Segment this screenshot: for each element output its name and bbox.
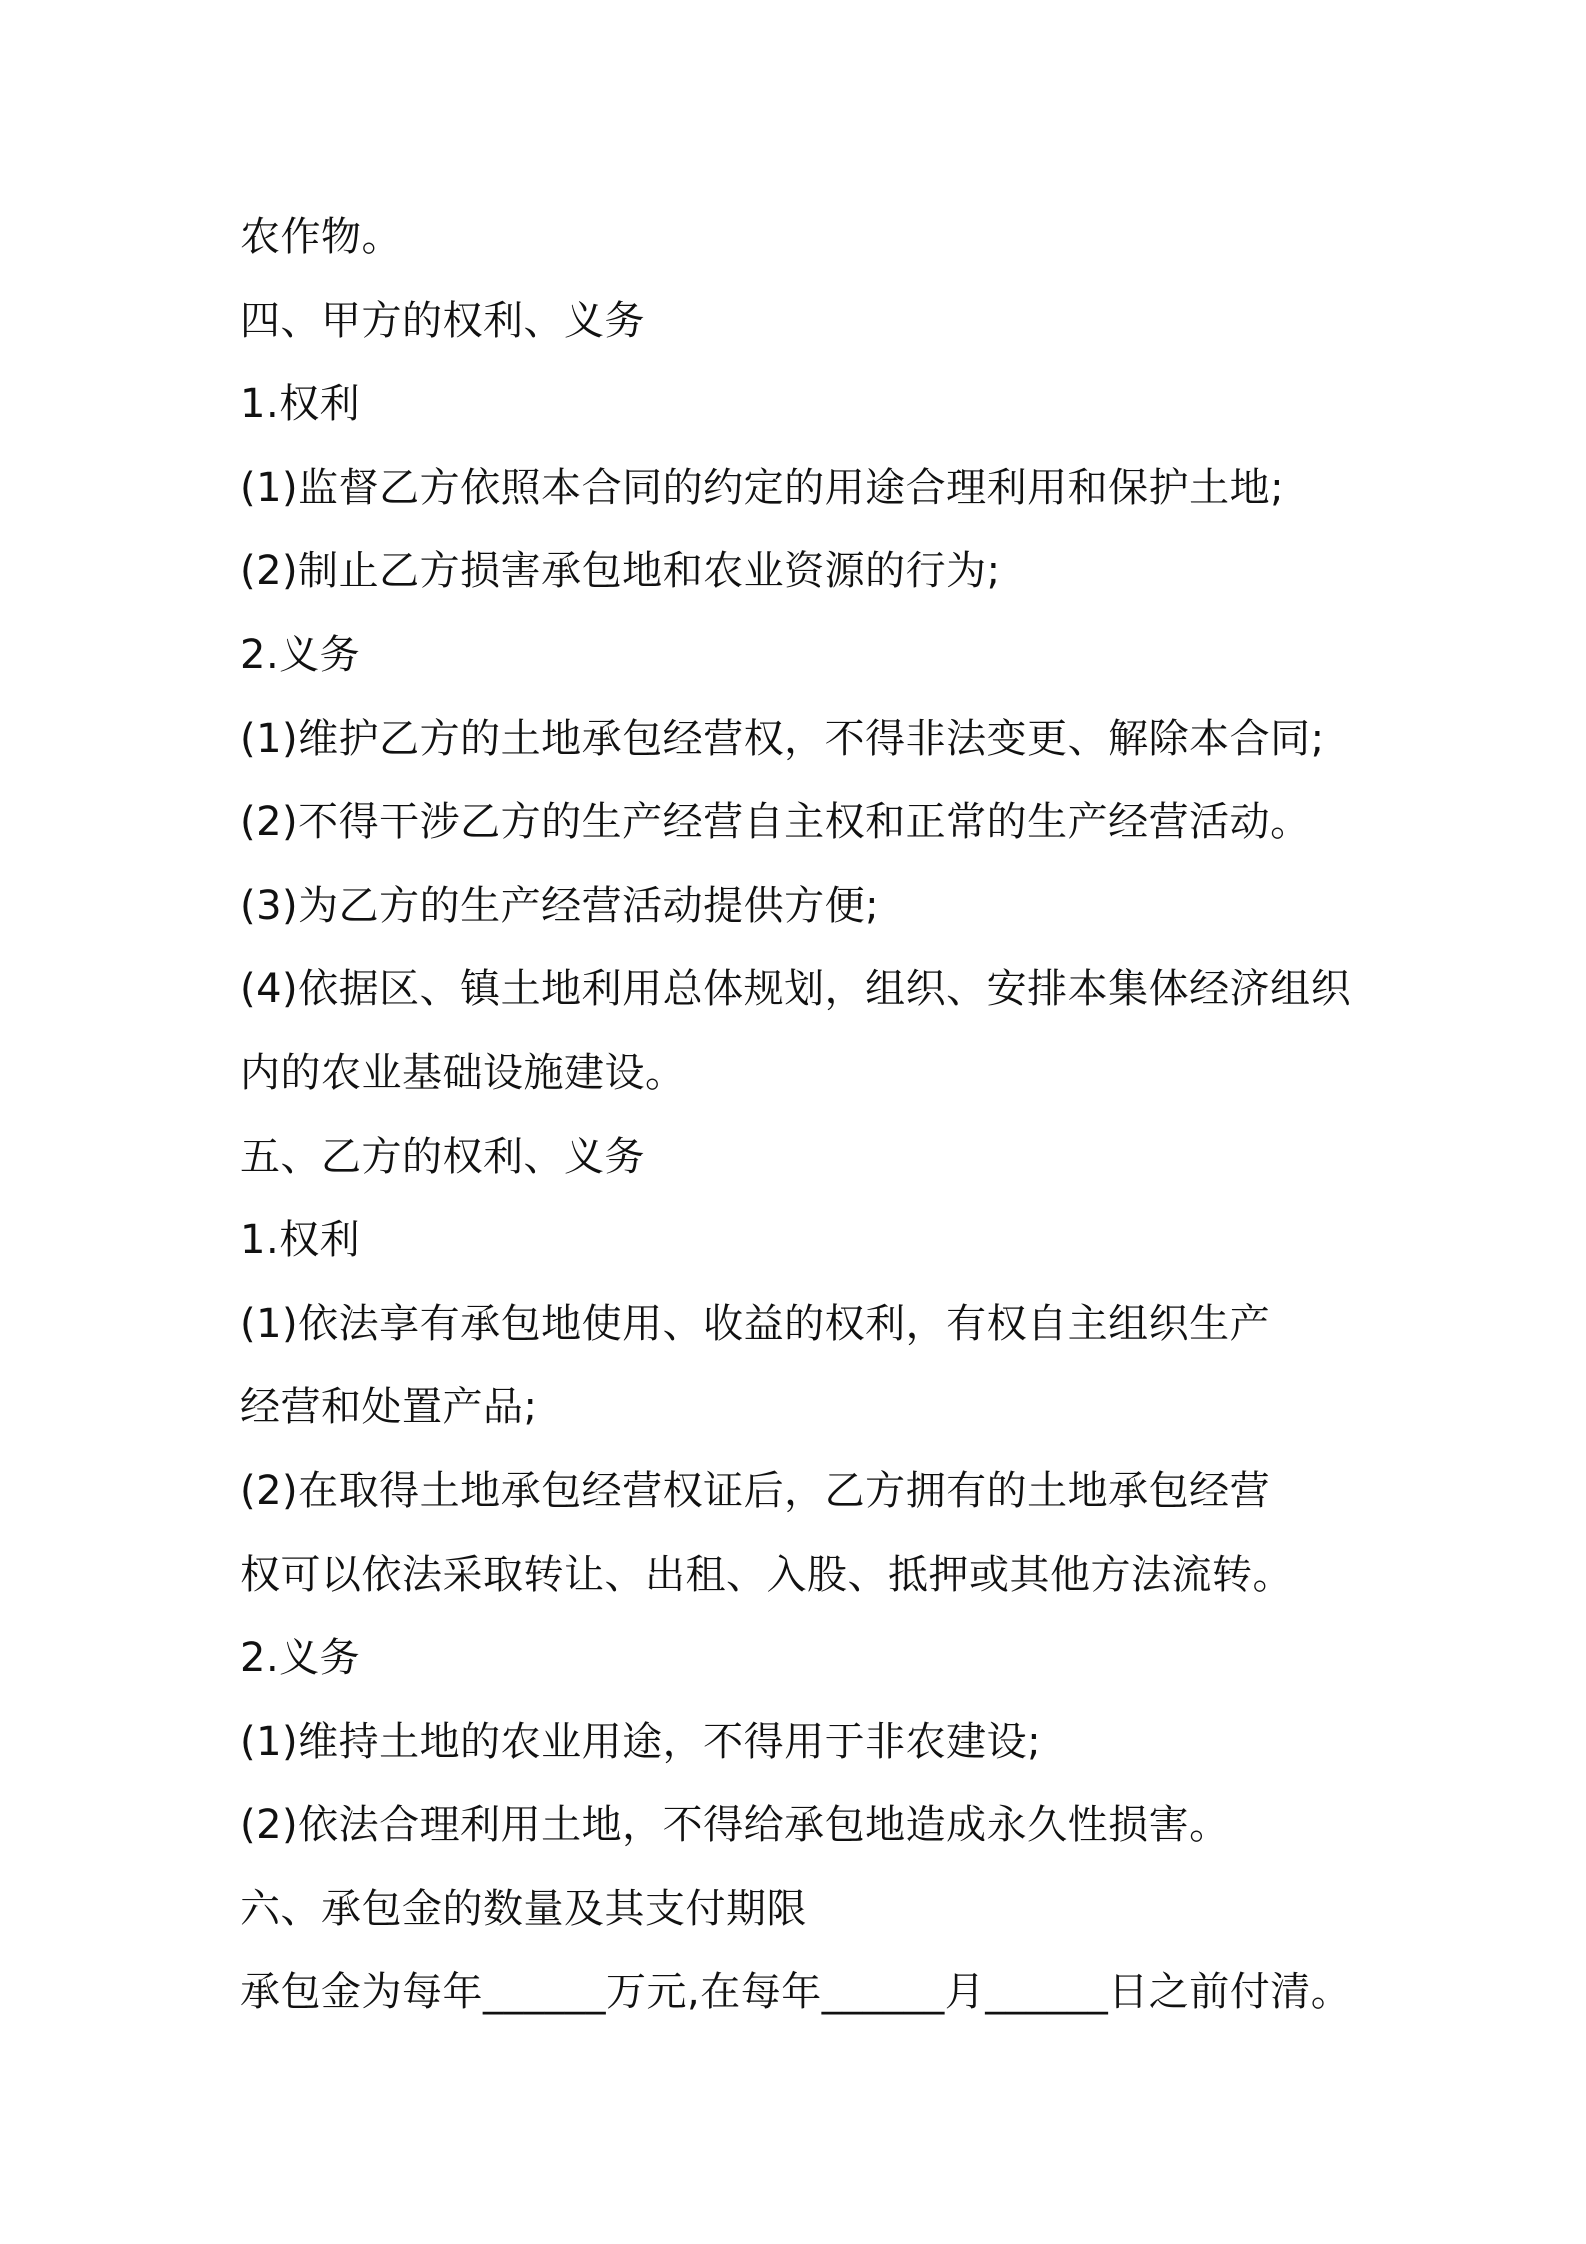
section-heading: 五、乙方的权利、义务 xyxy=(240,1133,645,1180)
text-line: (2)制止乙方损害承包地和农业资源的行为; xyxy=(240,548,1001,595)
text-line: (3)为乙方的生产经营活动提供方便; xyxy=(240,882,880,929)
text-line: 内的农业基础设施建设。 xyxy=(240,1049,686,1096)
subsection-heading: 1.权利 xyxy=(240,1217,361,1264)
section-heading: 四、甲方的权利、义务 xyxy=(240,297,645,344)
document-body xyxy=(240,196,1400,2035)
text-line: (4)依据区、镇土地利用总体规划，组织、安排本集体经济组织 xyxy=(240,966,1352,1013)
subsection-heading: 1.权利 xyxy=(240,381,361,428)
fill-in-line: 承包金为每年______万元,在每年______月______日之前付清。 xyxy=(240,1969,1352,2016)
subsection-heading: 2.义务 xyxy=(240,631,361,678)
text-line: 农作物。 xyxy=(240,214,402,260)
text-line: (2)不得干涉乙方的生产经营自主权和正常的生产经营活动。 xyxy=(240,799,1311,846)
text-line: (1)维护乙方的土地承包经营权，不得非法变更、解除本合同; xyxy=(240,715,1325,762)
text-line: (1)维持土地的农业用途，不得用于非农建设; xyxy=(240,1718,1042,1765)
text-line: (1)依法享有承包地使用、收益的权利，有权自主组织生产 xyxy=(240,1300,1271,1347)
subsection-heading: 2.义务 xyxy=(240,1635,361,1682)
text-line: 权可以依法采取转让、出租、入股、抵押或其他方法流转。 xyxy=(240,1551,1293,1598)
text-line: (2)在取得土地承包经营权证后，乙方拥有的土地承包经营 xyxy=(240,1467,1271,1514)
text-line: (2)依法合理利用土地，不得给承包地造成永久性损害。 xyxy=(240,1802,1230,1849)
text-line: (1)监督乙方依照本合同的约定的用途合理利用和保护土地; xyxy=(240,464,1285,511)
text-line: 经营和处置产品; xyxy=(240,1384,538,1431)
section-heading: 六、承包金的数量及其支付期限 xyxy=(240,1885,807,1932)
